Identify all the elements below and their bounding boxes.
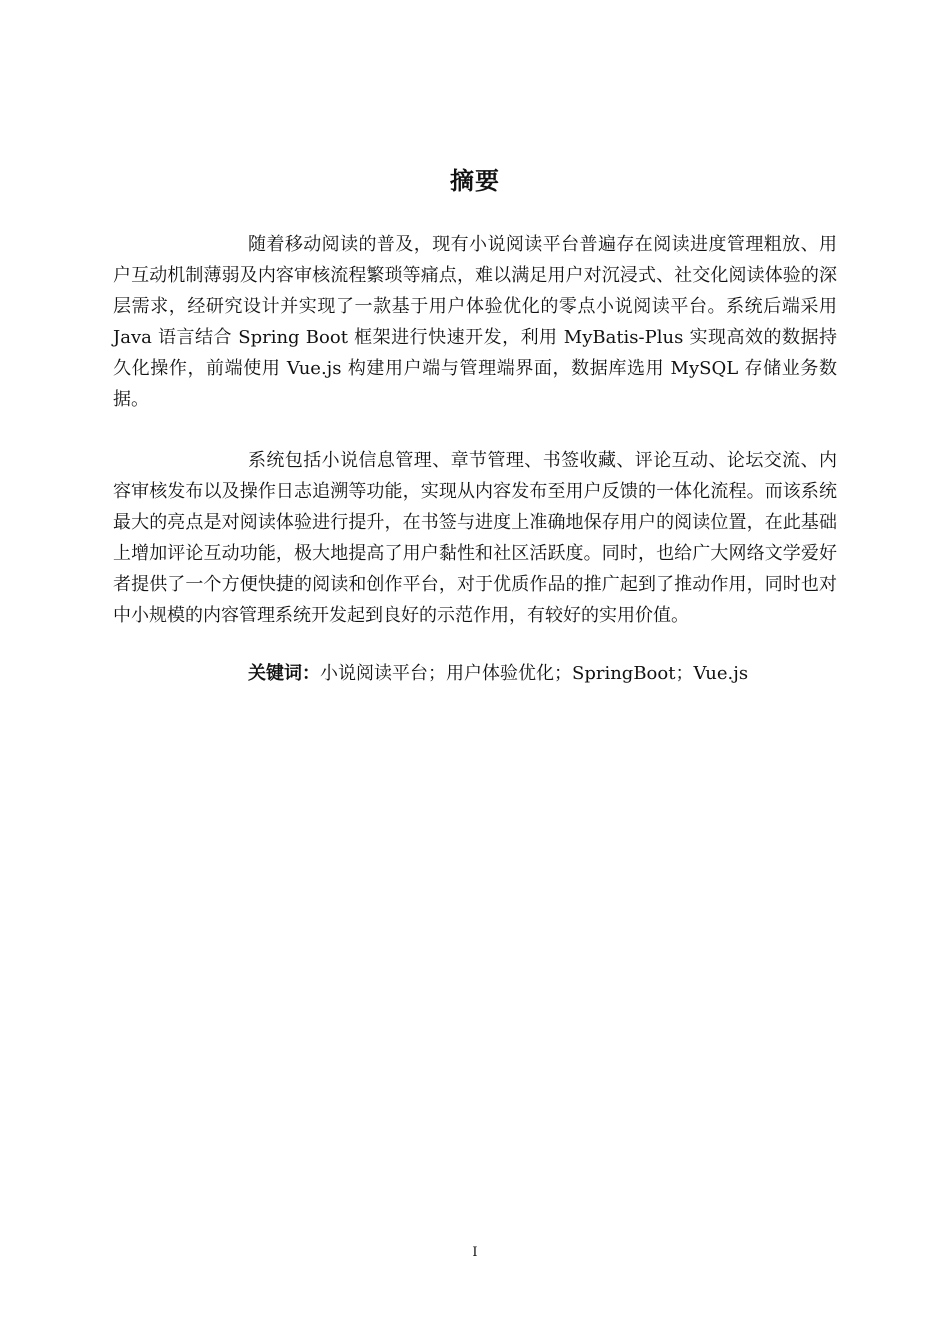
keywords-label: 关键词： <box>248 663 320 684</box>
keywords-text: 小说阅读平台；用户体验优化；SpringBoot；Vue.js <box>320 663 749 684</box>
abstract-paragraph-2: 系统包括小说信息管理、章节管理、书签收藏、评论互动、论坛交流、内容审核发布以及操作日志追溯等功能，实现从内容发布至用户反馈的一体化流程。而该系统最大的亮点是对阅读体验进行提升，在书签与进度上准确地保存用户的阅读位置，在此基础上增加评论互动功能，极大地提高了用户黏性和社区活跃度。同时，也给广大网络文学爱好者提供了一个方便快捷的阅读和创作平台，对于优质作品的推广起到了推动作用，同时也对中小规模的内容管理系统开发起到良好的示范作用，有较好的实用价值。 <box>113 450 837 626</box>
abstract-paragraph-1: 随着移动阅读的普及，现有小说阅读平台普遍存在阅读进度管理粗放、用户互动机制薄弱及内容审核流程繁琐等痛点，难以满足用户对沉浸式、社交化阅读体验的深层需求，经研究设计并实现了一款基于用户体验优化的零点小说阅读平台。系统后端采用 Java 语言结合 Spring Boot 框架进行快速开发，利用 MyBatis-Plus 实现高效的数据持久化操作，前端使用 Vue.js 构建用户端与管理端界面，数据库选用 MySQL 存储业务数据。 <box>113 234 837 410</box>
keywords-line <box>113 658 837 689</box>
abstract-body <box>113 229 837 689</box>
page-number: I <box>472 1245 478 1260</box>
abstract-title: 摘要 <box>450 167 500 195</box>
